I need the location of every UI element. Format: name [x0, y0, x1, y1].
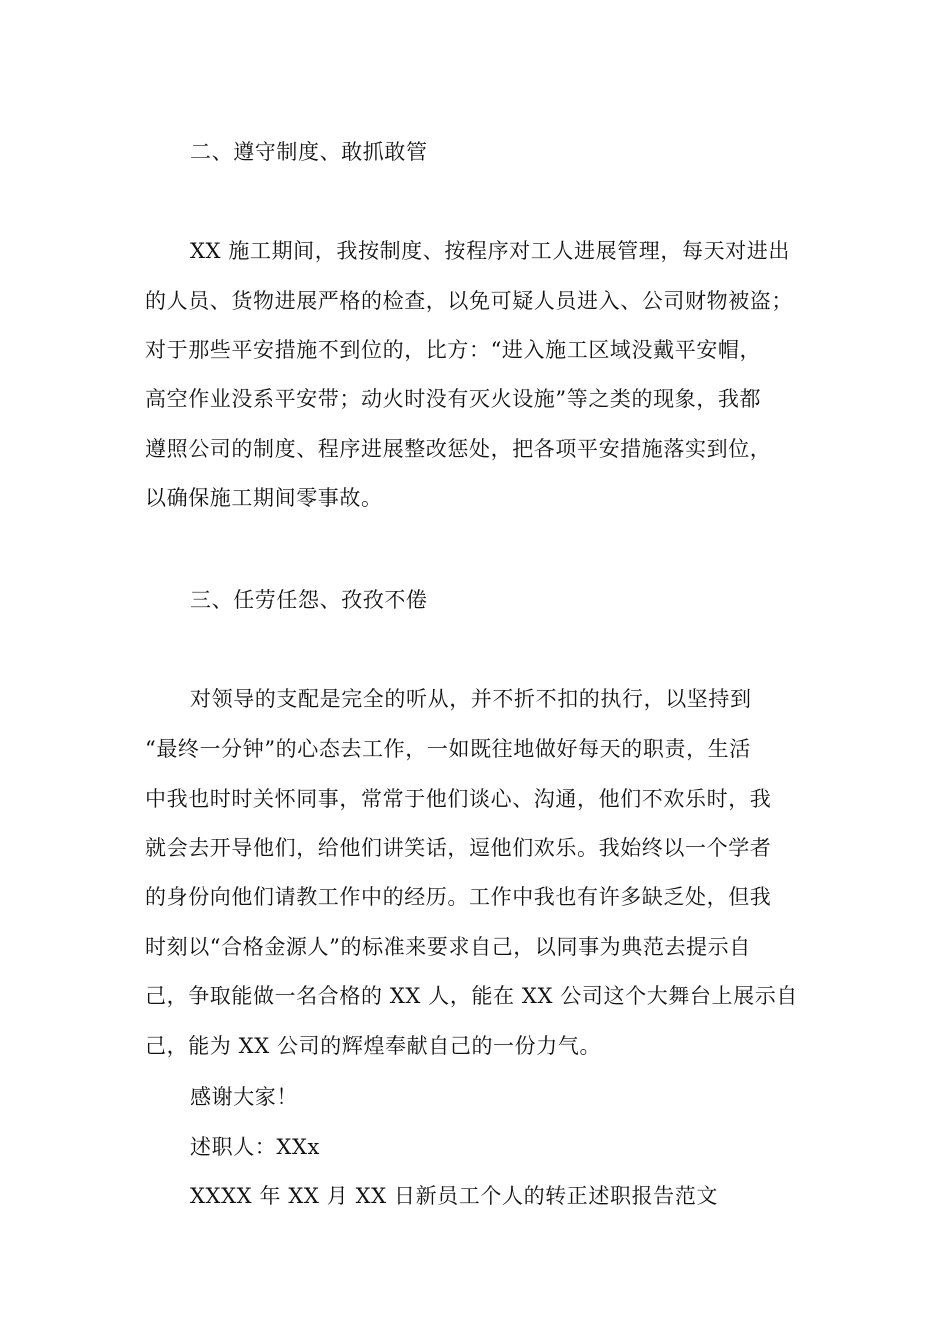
- section2-heading: 二、遵守制度、敢抓敢管: [190, 140, 428, 164]
- paragraph-line: 就会去开导他们，给他们讲笑话，逗他们欢乐。我始终以一个学者: [145, 836, 772, 860]
- paragraph-line: 对领导的支配是完全的听从，并不折不扣的执行，以坚持到: [190, 687, 752, 711]
- paragraph-line: 己，争取能做一名合格的 XX 人，能在 XX 公司这个大舞台上展示自: [145, 984, 798, 1008]
- paragraph-line: 己，能为 XX 公司的辉煌奉献自己的一份力气。: [145, 1034, 602, 1058]
- paragraph-line: 的人员、货物进展严格的检查，以免可疑人员进入、公司财物被盗；: [145, 289, 793, 313]
- thanks-line: 感谢大家！: [190, 1085, 298, 1109]
- paragraph-line: 的身份向他们请教工作中的经历。工作中我也有许多缺乏处，但我: [145, 885, 772, 909]
- paragraph-line: 时刻以“合格金源人”的标准来要求自己，以同事为典范去提示自: [145, 935, 751, 959]
- paragraph-line: 高空作业没系平安带；动火时没有灭火设施”等之类的现象，我都: [145, 387, 762, 411]
- paragraph-line: 以确保施工期间零事故。: [145, 486, 383, 510]
- signer-line: 述职人：XXx: [190, 1135, 320, 1159]
- paragraph-line: 中我也时时关怀同事，常常于他们谈心、沟通，他们不欢乐时，我: [145, 787, 772, 811]
- paragraph-line: 对于那些平安措施不到位的，比方：“进入施工区域没戴平安帽，: [145, 338, 762, 362]
- section3-heading: 三、任劳任怨、孜孜不倦: [190, 588, 428, 612]
- date-title-line: XXXX 年 XX 月 XX 日新员工个人的转正述职报告范文: [190, 1184, 718, 1208]
- paragraph-line: XX 施工期间，我按制度、按程序对工人进展管理，每天对进出: [190, 239, 790, 263]
- paragraph-line: 遵照公司的制度、程序进展整改惩处，把各项平安措施落实到位，: [145, 437, 772, 461]
- paragraph-line: “最终一分钟”的心态去工作，一如既往地做好每天的职责，生活: [145, 737, 751, 761]
